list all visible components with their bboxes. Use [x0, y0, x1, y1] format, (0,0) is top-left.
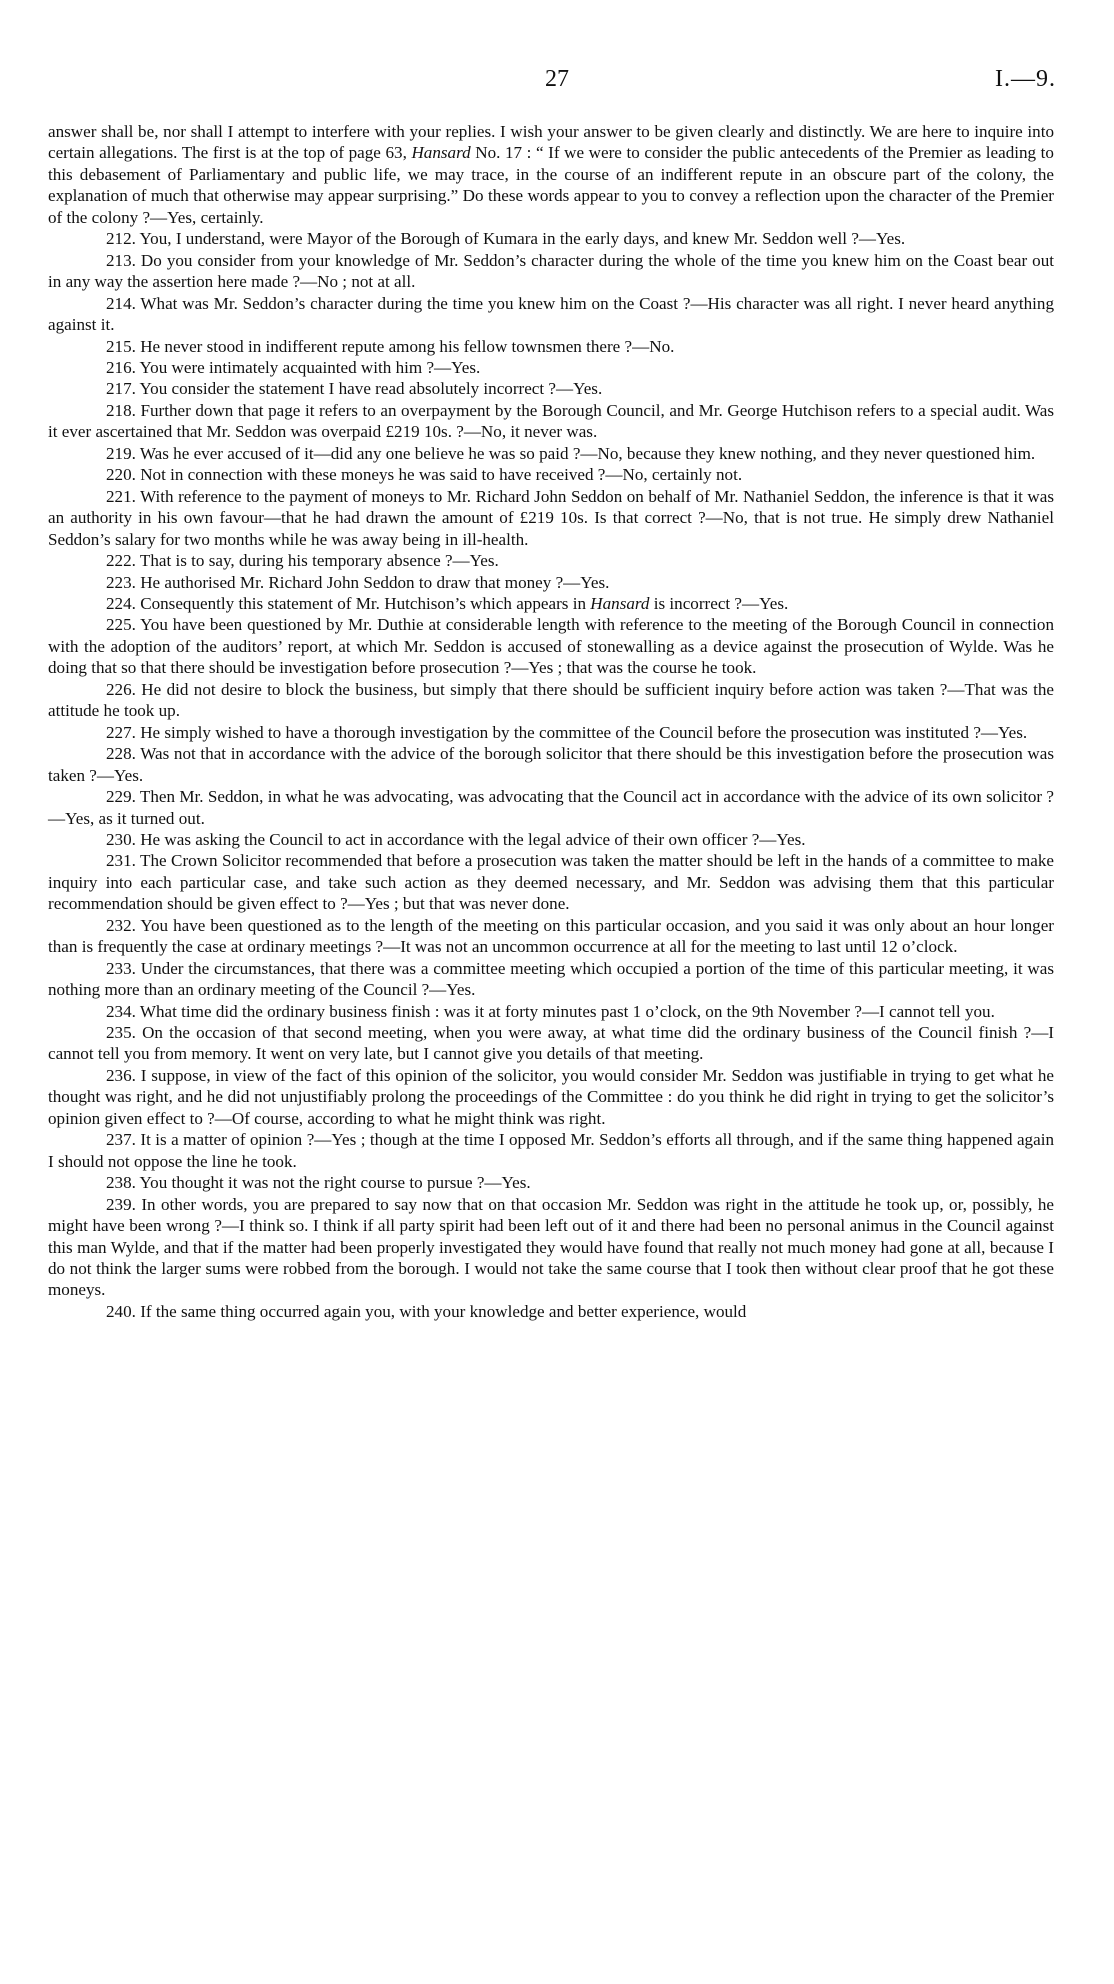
question-235: 235. On the occasion of that second meeting, when you were away, at what time did the ordinary business of the Council finish ?—I cannot tell you from memory. It went on very late, but I cannot give you details of that meeting.	[48, 1023, 1054, 1064]
question-221: 221. With reference to the payment of moneys to Mr. Richard John Seddon on behalf of Mr. Nathaniel Seddon, the inference is that it was an authority in his own favour—that he had drawn the amount of £219 10s. Is that correct ?—No, that is not true. He simply drew Nathaniel Seddon’s salary for two months while he was away being in ill-health.	[48, 486, 1054, 549]
question-236: 236. I suppose, in view of the fact of this opinion of the solicitor, you would consider Mr. Seddon was justifiable in trying to get what he thought was right, and he did not unjustifiably prolong the proceedings of the Committee : do you think he did right in trying to get the solicitor’s opinion given effect to ?—Of course, according to what he might think was right.	[48, 1065, 1054, 1128]
question-231: 231. The Crown Solicitor recommended that before a prosecution was taken the matter should be left in the hands of a committee to make inquiry into each particular case, and take such action as they deemed necessary, and Mr. Seddon was advising them that this particular recommendation should be given effect to ?—Yes ; but that was never done.	[48, 851, 1054, 914]
question-233: 233. Under the circumstances, that there was a committee meeting which occupied a portion of the time of this particular meeting, it was nothing more than an ordinary meeting of the Council ?—Yes.	[48, 958, 1054, 1000]
question-234: 234. What time did the ordinary business finish : was it at forty minutes past 1 o’clock, on the 9th November ?—I cannot tell you.	[106, 1001, 995, 1021]
question-227: 227. He simply wished to have a thorough investigation by the committee of the Council before the prosecution was instituted ?—Yes.	[106, 722, 1028, 742]
question-213: 213. Do you consider from your knowledge of Mr. Seddon’s character during the whole of the time you knew him on the Coast bear out in any way the assertion here made ?—No ; not at all.	[48, 250, 1054, 292]
question-220: 220. Not in connection with these moneys he was said to have received ?—No, certainly not.	[106, 465, 743, 485]
question-217: 217. You consider the statement I have read absolutely incorrect ?—Yes.	[106, 379, 603, 399]
question-224	[48, 593, 1054, 614]
question-222: 222. That is to say, during his temporary absence ?—Yes.	[106, 551, 499, 571]
transcript-body	[48, 121, 1054, 1322]
question-219: 219. Was he ever accused of it—did any one believe he was so paid ?—No, because they knew nothing, and they never questioned him.	[106, 443, 1036, 463]
opening-text-b: No. 17 : “ If we were to consider the public antecedents of the Premier as leading to this debasement of Parliamentary and public life, we may trace, in the course of an indifferent repute in an obscure part of the colony, the explanation of much that otherwise may appear surprising.” Do these words appear to you to convey a reflection upon the character of the Premier of the colony ?—Yes, certainly.	[48, 143, 1054, 227]
question-215: 215. He never stood in indifferent repute among his fellow townsmen there ?—No.	[106, 336, 675, 356]
hansard-reference: Hansard	[411, 143, 471, 163]
question-218: 218. Further down that page it refers to an overpayment by the Borough Council, and Mr. George Hutchison refers to a special audit. Was it ever ascertained that Mr. Seddon was overpaid £219 10s. ?—No, it never was.	[48, 400, 1054, 442]
question-226: 226. He did not desire to block the business, but simply that there should be sufficient inquiry before action was taken ?—That was the attitude he took up.	[48, 679, 1054, 721]
opening-paragraph	[48, 121, 1054, 228]
page-header	[0, 66, 1114, 106]
question-237: 237. It is a matter of opinion ?—Yes ; though at the time I opposed Mr. Seddon’s efforts all through, and if the same thing happened again I should not oppose the line he took.	[48, 1130, 1054, 1171]
question-223: 223. He authorised Mr. Richard John Seddon to draw that money ?—Yes.	[106, 572, 610, 592]
question-224-text-b: is incorrect ?—Yes.	[649, 593, 789, 613]
question-212: 212. You, I understand, were Mayor of the Borough of Kumara in the early days, and knew Mr. Seddon well ?—Yes.	[106, 229, 906, 249]
question-230: 230. He was asking the Council to act in accordance with the legal advice of their own officer ?—Yes.	[106, 829, 806, 849]
question-214: 214. What was Mr. Seddon’s character during the time you knew him on the Coast ?—His character was all right. I never heard anything against it.	[48, 293, 1054, 335]
opening-text-a: answer shall be, nor shall I attempt to interfere with your replies. I wish your answer to be given clearly and distinctly. We are here to inquire into certain allegations. The first is at the top of page 63,	[48, 122, 1054, 163]
question-238: 238. You thought it was not the right course to pursue ?—Yes.	[106, 1173, 531, 1193]
question-229: 229. Then Mr. Seddon, in what he was advocating, was advocating that the Council act in accordance with the advice of its own solicitor ?—Yes, as it turned out.	[48, 787, 1054, 828]
question-239: 239. In other words, you are prepared to say now that on that occasion Mr. Seddon was right in the attitude he took up, or, possibly, he might have been wrong ?—I think so. I think if all party spirit had been left out of it and there had been no personal animus in the Council against this man Wylde, and that if the matter had been properly investigated they would have found that really not much money had gone at all, because I do not think the larger sums were robbed from the borough. I would not take the same course that I took then without clear proof that he got these moneys.	[48, 1194, 1054, 1300]
question-225: 225. You have been questioned by Mr. Duthie at considerable length with reference to the meeting of the Borough Council in connection with the adoption of the auditors’ report, at which Mr. Seddon is accused of stonewalling as a device against the prosecution of Wylde. Was he doing that so that there should be investigation before prosecution ?—Yes ; that was the course he took.	[48, 615, 1054, 678]
question-216: 216. You were intimately acquainted with him ?—Yes.	[106, 357, 481, 377]
question-240: 240. If the same thing occurred again you, with your knowledge and better experience, would	[106, 1301, 747, 1321]
page-number: 27	[545, 66, 569, 92]
hansard-reference: Hansard	[590, 593, 650, 613]
question-224-text-a: 224. Consequently this statement of Mr. Hutchison’s which appears in	[106, 593, 591, 613]
document-code: I.—9.	[995, 66, 1056, 92]
question-228: 228. Was not that in accordance with the advice of the borough solicitor that there should be this investigation before the prosecution was taken ?—Yes.	[48, 744, 1054, 785]
question-232: 232. You have been questioned as to the length of the meeting on this particular occasion, and you said it was only about an hour longer than is frequently the case at ordinary meetings ?—It was not an uncommon occurrence at all for the meeting to last until 12 o’clock.	[48, 915, 1054, 957]
